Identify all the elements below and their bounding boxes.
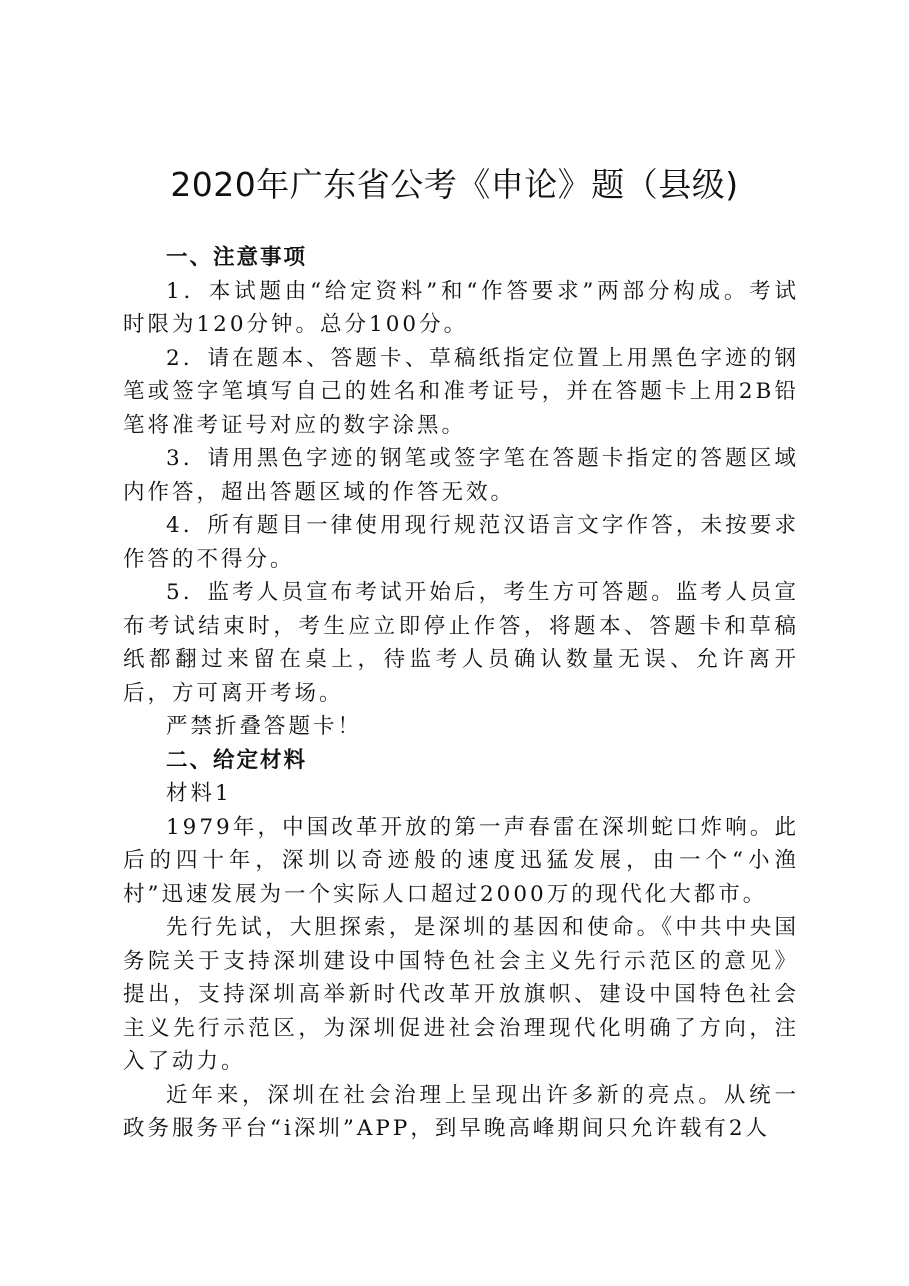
notes-item-1: 1．本试题由“给定资料”和“作答要求”两部分构成。考试时限为120分钟。总分100分。 [123,278,799,337]
notes-item-2: 2．请在题本、答题卡、草稿纸指定位置上用黑色字迹的钢笔或签字笔填写自己的姓名和准考证号，并在答题卡上用2B铅笔将准考证号对应的数字涂黑。 [123,345,799,438]
notes-warning: 严禁折叠答题卡！ [166,714,363,739]
document-body [123,241,799,1146]
section-heading-notes: 一、注意事项 [166,245,308,270]
material-label: 材料1 [166,781,232,806]
notes-item-5: 5．监考人员宣布考试开始后，考生方可答题。监考人员宣布考试结束时，考生应立即停止作答，将题本、答题卡和草稿纸都翻过来留在桌上，待监考人员确认数量无误、允许离开后，方可离开考场。 [123,580,799,706]
material-paragraph-1: 1979年，中国改革开放的第一声春雷在深圳蛇口炸响。此后的四十年，深圳以奇迹般的速度迅猛发展，由一个“小渔村”迅速发展为一个实际人口超过2000万的现代化大都市。 [123,814,799,907]
material-paragraph-3: 近年来，深圳在社会治理上呈现出许多新的亮点。从统一政务服务平台“i深圳”APP，到早晚高峰期间只允许载有2人 [123,1082,799,1141]
document-title: 2020年广东省公考《申论》题（县级) [170,165,739,204]
section-heading-materials: 二、给定材料 [166,747,308,773]
material-paragraph-2: 先行先试，大胆探索，是深圳的基因和使命。《中共中央国务院关于支持深圳建设中国特色社会主义先行示范区的意见》提出，支持深圳高举新时代改革开放旗帜、建设中国特色社会主义先行示范区，为深圳促进社会治理现代化明确了方向，注入了动力。 [123,915,799,1074]
notes-item-3: 3．请用黑色字迹的钢笔或签字笔在答题卡指定的答题区域内作答，超出答题区域的作答无效。 [123,446,799,505]
notes-item-4: 4．所有题目一律使用现行规范汉语言文字作答，未按要求作答的不得分。 [123,513,799,572]
